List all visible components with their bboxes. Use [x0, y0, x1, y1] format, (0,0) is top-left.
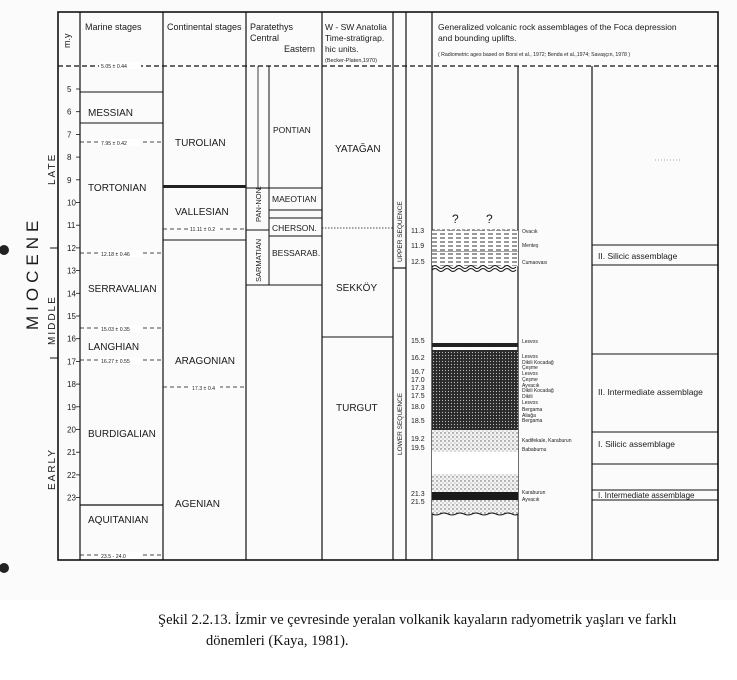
- volcanic-locality: Bergama: [522, 407, 543, 413]
- question-mark-2: ?: [486, 212, 493, 226]
- paratethys-sarmatian: SARMATIAN: [254, 238, 263, 282]
- volcanic-locality: Ovacık: [522, 229, 538, 235]
- volcanic-locality: Lesvos: [522, 354, 538, 360]
- volcanic-age: 21.3: [411, 491, 425, 498]
- volcanic-age: 16.7: [411, 369, 425, 376]
- volcanic-locality: Dikili Kocadağ: [522, 388, 554, 394]
- scale-tick-label: 13: [67, 266, 76, 276]
- anatolia-turgut: TURGUT: [336, 403, 378, 414]
- volcanic-age: 15.5: [411, 338, 425, 345]
- epoch-late: LATE: [47, 152, 58, 185]
- marine-boundary-3: 12.18 ± 0.46: [101, 252, 130, 258]
- figure-caption: [158, 610, 718, 652]
- paratethys-bessarab: BESSARAB.: [272, 248, 321, 258]
- scale-tick-label: 20: [67, 425, 76, 435]
- marine-boundary-6: 23.5 - 24.0: [101, 554, 126, 560]
- paratethys-cherson: CHERSON.: [272, 223, 317, 233]
- assemblage-2-intermediate: II. Intermediate assemblage: [598, 387, 703, 397]
- volcanic-locality: Menteş: [522, 243, 539, 249]
- scale-tick-label: 23: [67, 493, 76, 503]
- paratethys-pontian: PONTIAN: [273, 125, 311, 135]
- anatolia-yatagan: YATAĞAN: [335, 144, 381, 155]
- volcanic-locality: Cumaovası: [522, 260, 548, 266]
- header-my: [62, 33, 72, 48]
- volcanic-age: 12.5: [411, 259, 425, 266]
- volcanic-age: 18.0: [411, 404, 425, 411]
- scale-tick-label: 11: [67, 221, 76, 231]
- header-marine: Marine stages: [85, 22, 142, 32]
- volcanic-age: 19.5: [411, 445, 425, 452]
- volcanic-locality: Lesvos: [522, 339, 538, 345]
- scale-tick-label: 10: [67, 198, 76, 208]
- assemblage-1-intermediate: I. Intermediate assemblage: [598, 491, 695, 500]
- volcanic-locality: Dikili Kocadağ: [522, 360, 554, 366]
- volcanic-age: 17.3: [411, 385, 425, 392]
- caption-line-1: Şekil 2.2.13. İzmir ve çevresinde yeralan volkanik kayaların radyometrik yaşları ve farklı: [158, 612, 677, 628]
- volcanic-age: 19.2: [411, 436, 425, 443]
- epoch-middle: MIDDLE: [47, 295, 58, 345]
- volcanic-locality: Ayvacık: [522, 383, 540, 389]
- volcanic-locality: Çeşme: [522, 377, 538, 383]
- header-paratethys-eastern: Eastern: [284, 44, 316, 54]
- header-volcanic-ref: ( Radiometric ages based on Borsi et al., 1972; Benda et al.,1974; Savaşçın, 1978 ): [438, 52, 631, 58]
- scale-tick-label: 5: [67, 85, 72, 94]
- header-my-label: m.y: [62, 33, 72, 48]
- epoch-early: EARLY: [47, 447, 58, 490]
- marine-boundary-5: 16.27 ± 0.55: [101, 359, 130, 365]
- continental-vallesian: VALLESIAN: [175, 207, 229, 218]
- volcanic-locality: Lesvos: [522, 371, 538, 377]
- paratethys-maeotian: MAEOTIAN: [272, 194, 317, 204]
- scale-tick-label: 17: [67, 357, 76, 367]
- volcanic-locality: Kadifekale, Karaburun: [522, 438, 572, 444]
- continental-aragonian: ARAGONIAN: [175, 356, 236, 367]
- continental-boundary-1: 11.11 ± 0.2: [190, 227, 216, 233]
- volcanic-locality: Lesvos: [522, 400, 538, 406]
- marine-burdigalian: BURDIGALIAN: [88, 429, 156, 440]
- marine-boundary-1: 5.05 ± 0.44: [101, 64, 127, 70]
- scale-tick-label: 21: [67, 448, 76, 458]
- scale-tick-label: 12: [67, 243, 76, 253]
- scale-tick-label: 9: [67, 175, 72, 185]
- volcanic-age: 18.5: [411, 418, 425, 425]
- volcanic-age: 16.2: [411, 355, 425, 362]
- question-mark-1: ?: [452, 212, 459, 226]
- marine-aquitanian: AQUITANIAN: [88, 515, 149, 526]
- scale-tick-label: 22: [67, 470, 76, 480]
- header-volcanic-1: Generalized volcanic rock assemblages of the Foca depression: [438, 22, 677, 32]
- scale-tick-label: 19: [67, 402, 76, 412]
- paratethys-pannon: PAN-NON.: [254, 185, 263, 222]
- scale-tick-label: 7: [67, 130, 72, 140]
- header-anatolia-3: hic units.: [325, 44, 359, 54]
- volcanic-age: 17.0: [411, 377, 425, 384]
- header-anatolia-2: Time-stratigrap.: [325, 33, 385, 43]
- volcanic-locality: Çeşme: [522, 365, 538, 371]
- continental-boundary-2: 17.3 ± 0.4: [192, 386, 216, 392]
- header-volcanic-2: and bounding uplifts.: [438, 33, 517, 43]
- marine-serravalian: SERRAVALIAN: [88, 284, 157, 295]
- volcanic-age: 21.5: [411, 499, 425, 506]
- marine-tortonian: TORTONIAN: [88, 183, 147, 194]
- marine-boundary-2: 7.95 ± 0.42: [101, 141, 127, 147]
- continental-agenian: AGENIAN: [175, 499, 221, 510]
- header-paratethys-central: Central: [250, 33, 280, 43]
- volcanic-locality: Karaburun: [522, 490, 546, 496]
- caption-line-2: dönemleri (Kaya, 1981).: [206, 633, 349, 649]
- scale-tick-label: 16: [67, 334, 76, 344]
- epoch-miocene: MIOCENE: [23, 215, 42, 330]
- scale-tick-label: 8: [67, 153, 72, 163]
- header-paratethys: Paratethys: [250, 22, 294, 32]
- header-anatolia-ref: (Becker-Platen,1970): [325, 58, 377, 64]
- sequence-lower: LOWER SEQUENCE: [397, 392, 404, 455]
- assemblage-2-silicic: II. Silicic assemblage: [598, 251, 678, 261]
- header-continental: Continental stages: [167, 22, 242, 32]
- assemblage-1-silicic: I. Silicic assemblage: [598, 439, 676, 449]
- marine-messian: MESSIAN: [88, 108, 134, 119]
- volcanic-locality: Ayvacık: [522, 497, 540, 503]
- scale-tick-label: 14: [67, 289, 76, 299]
- volcanic-age: 11.9: [411, 243, 425, 250]
- marine-boundary-4: 15.03 ± 0.35: [101, 327, 130, 333]
- anatolia-sekkoy: SEKKÖY: [336, 283, 378, 294]
- continental-turolian: TUROLIAN: [175, 138, 226, 149]
- volcanic-locality: Aliağa: [522, 413, 536, 419]
- sequence-upper: UPPER SEQUENCE: [397, 201, 404, 262]
- volcanic-age: 17.5: [411, 393, 425, 400]
- marine-langhian: LANGHIAN: [88, 342, 140, 353]
- scale-tick-label: 18: [67, 380, 76, 390]
- header-anatolia-1: W - SW Anatolia: [325, 22, 387, 32]
- scale-tick-label: 15: [67, 312, 76, 321]
- volcanic-locality: Bergama: [522, 418, 543, 424]
- volcanic-age: 11.3: [411, 228, 425, 235]
- scale-tick-label: 6: [67, 107, 72, 117]
- volcanic-locality: Bababurnu: [522, 447, 547, 453]
- volcanic-locality: Dikili: [522, 394, 533, 400]
